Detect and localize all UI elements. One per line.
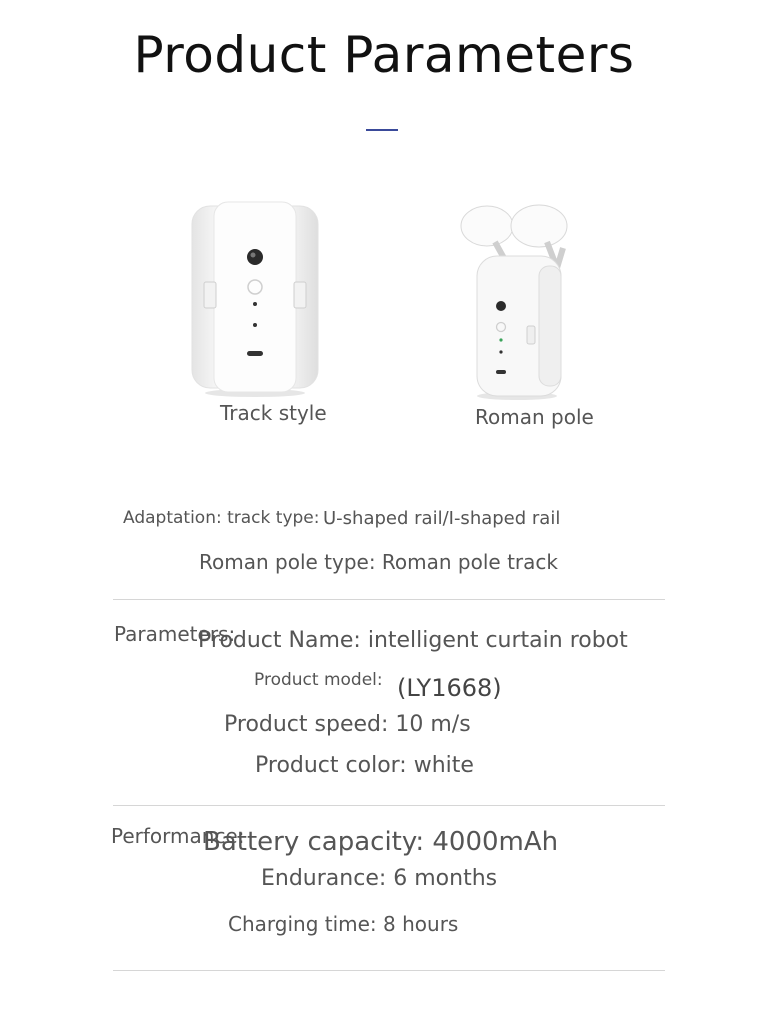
product-color-line: Product color: white bbox=[255, 753, 474, 778]
divider bbox=[113, 970, 665, 971]
title-underline bbox=[366, 129, 398, 131]
product-name-line: Product Name: intelligent curtain robot bbox=[198, 628, 628, 653]
adaptation-track-value: U-shaped rail/I-shaped rail bbox=[323, 508, 561, 529]
endurance-line: Endurance: 6 months bbox=[261, 866, 498, 891]
roman-pole-caption: Roman pole bbox=[475, 405, 594, 429]
divider bbox=[113, 805, 665, 806]
battery-capacity-line: Battery capacity: 4000mAh bbox=[203, 827, 559, 857]
product-model-value: (LY1668) bbox=[397, 674, 502, 702]
page-title: Product Parameters bbox=[133, 26, 635, 84]
performance-label: Performance: bbox=[111, 824, 245, 848]
charging-time-line: Charging time: 8 hours bbox=[228, 912, 459, 936]
track-style-caption: Track style bbox=[220, 401, 327, 425]
roman-pole-device-image bbox=[455, 198, 585, 403]
adaptation-label: Adaptation: track type: bbox=[123, 508, 320, 528]
adaptation-roman-line: Roman pole type: Roman pole track bbox=[199, 550, 558, 574]
track-style-device-image bbox=[180, 190, 330, 400]
product-speed-line: Product speed: 10 m/s bbox=[224, 712, 471, 737]
product-model-label: Product model: bbox=[254, 670, 383, 690]
divider bbox=[113, 599, 665, 600]
parameters-label: Parameters: bbox=[114, 622, 236, 646]
